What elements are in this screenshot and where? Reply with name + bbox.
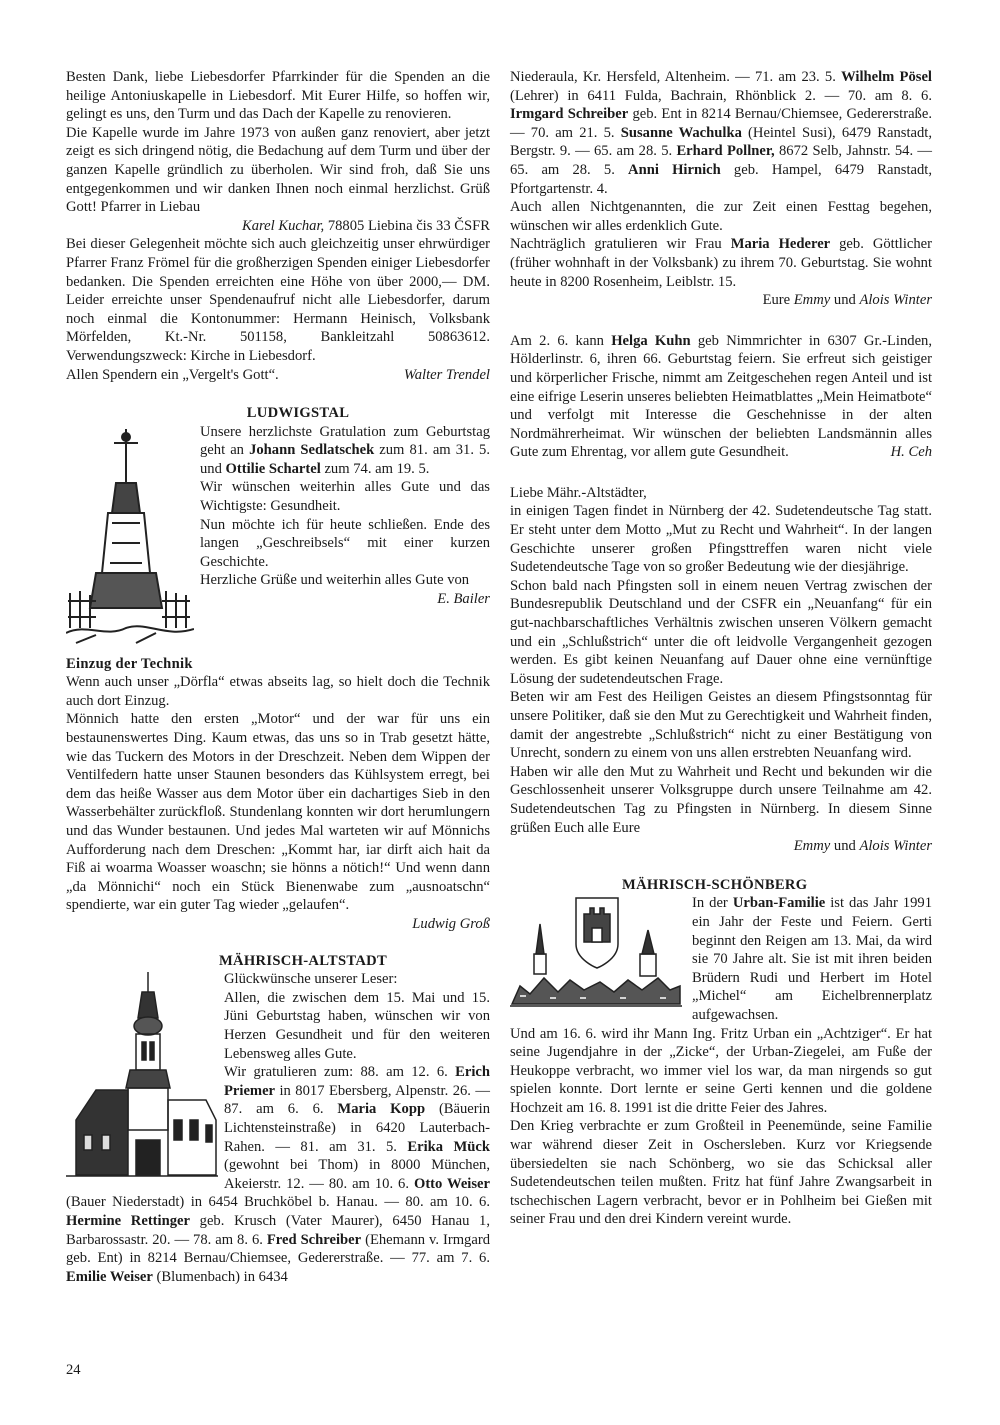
right-column xyxy=(510,68,932,1229)
altstadt-p-wishes: Auch allen Nichtgenannten, die zur Zeit einen Festtag begehen, wünschen wir alles erdenklich Gute. xyxy=(510,199,932,234)
name: Urban-Familie xyxy=(732,895,826,912)
kuhn-paragraph xyxy=(510,332,932,462)
church-tower-icon xyxy=(66,970,218,1180)
name: Anni Hirnich xyxy=(628,161,721,178)
text: und xyxy=(830,838,860,855)
text: geb. Ent in 8214 Bernau/Chiemsee, Gedererstraße. — 70. am 21. 5. xyxy=(510,106,932,141)
name-schartel: Ottilie Schartel xyxy=(225,460,321,477)
text: Wir gratulieren zum: 88. am 12. 6. xyxy=(224,1064,456,1081)
text: Nachträglich gratulieren wir Frau xyxy=(510,236,731,253)
name: Maria Hederer xyxy=(730,236,831,253)
liebesdorf-closing xyxy=(66,366,490,385)
letter-signature xyxy=(510,837,932,856)
altstadt-p2: Allen, die zwischen dem 15. Mai und 15. Jüni Geburtstag haben, wünschen wir von Herzen Gesundheit und für den weiteren Lebensweg alles Gute. xyxy=(224,989,490,1062)
signature-name: Karel Kuchar, xyxy=(242,217,325,234)
name: Erich Priemer xyxy=(224,1064,490,1099)
text: und xyxy=(830,292,860,309)
name-sedlatschek: Johann Sedlatschek xyxy=(249,442,375,459)
text: in 8017 Ebersberg, Alpenstr. 26. — 87. am 6. 6. xyxy=(224,1082,490,1118)
name: Alois Winter xyxy=(859,292,932,309)
name: Emmy xyxy=(793,838,831,855)
name: Susanne Wachulka xyxy=(620,124,742,141)
text: (gewohnt bei Thom) in 8000 München, Akeierstr. 12. — 80. am 10. 6. xyxy=(224,1157,490,1192)
text: geb. Göttlicher (früher wohnhaft in der Volksbank) zu ihrem 70. Geburtstag. Sie wohnt heute in 8200 Rosenheim, Leiblstr. 15. xyxy=(510,236,932,290)
liebesdorf-p4: Allen Spendern ein „Vergelt's Gott“. xyxy=(66,366,279,383)
name: Erika Mück xyxy=(407,1138,490,1155)
crucifix-monument-icon xyxy=(66,423,194,649)
page-number: 24 xyxy=(66,1362,81,1378)
text: geb. Hampel, 6479 Ranstadt, Pfortgartenstr. 4. xyxy=(510,161,932,197)
liebesdorf-signature-2: Walter Trendel xyxy=(403,366,490,383)
letter-p4: Haben wir alle den Mut zu Wahrheit und Recht und bekunden wir die Geschlossenheit unserer Volksgruppe durch unsere Teilnahme am 42. Sudetendeutschen Tag zu Pfingsten in Nürnberg. In diesem Sinne grüßen Euch alle Eure xyxy=(510,763,932,836)
text: Am 2. 6. kann xyxy=(510,332,612,349)
altstadt-p1: Glückwünsche unserer Leser: xyxy=(224,971,398,988)
kuhn-signature: H. Ceh xyxy=(890,444,932,461)
text: (Bäuerin Lichtensteinstraße) in 6420 Lauterbach-Rahen. — 81. am 31. 5. xyxy=(224,1101,490,1155)
name: Fred Schreiber xyxy=(266,1231,362,1248)
letter-greeting: Liebe Mähr.-Altstädter, xyxy=(510,484,647,501)
text: zum 74. am 19. 5. xyxy=(320,460,430,477)
name: Hermine Rettinger xyxy=(66,1212,190,1229)
technik-heading: Einzug der Technik xyxy=(66,655,193,672)
signature-address: 78805 Liebina čis 33 ČSFR xyxy=(324,217,490,234)
text: (Ehemann v. Irmgard geb. Ent) in 8214 Bernau/Chiemsee, Gedererstraße. — 77. am 7. 6. xyxy=(66,1231,490,1267)
text: In der xyxy=(692,895,733,912)
ludwigstal-p3: Nun möchte ich für heute schließen. Ende des langen „Geschreibsels“ mit einer kurzen Geschichte. xyxy=(200,516,490,570)
schoenberg-p3: Den Krieg verbrachte er zum Großteil in Peenemünde, seine Familie war während dieser Zeit in Oschersleben. Kurz vor Kriegsende übersiedelten sie nach Schönberg, wo sie das Schicksal aller Sudetendeutschen teilen mußten. Fritz hat fünf Jahre Zwangsarbeit in tschechischen Lagern verbracht, bevor er in Pohlheim bei Gießen mit seiner Frau und den drei Kindern vereint wurde. xyxy=(510,1118,932,1228)
text: Eure xyxy=(762,292,794,309)
technik-signature: Ludwig Groß xyxy=(412,916,490,932)
name: Wilhelm Pösel xyxy=(841,69,932,85)
technik-p2: Mönnich hatte den ersten „Motor“ und der war für uns ein bestaunenswertes Ding. Kaum etwas, das uns so in Trab gesetzt hätte, wie das Tuckern des Motors in der Dreschzeit. Neben dem Wippen der Ventilfedern hatte unser Staunen besonders das Kühlsystem erregt, bei dem das heiße Wasser aus dem Motor über ein dachartiges Sieb in den Wasserbehälter zurückfloß. Stundenlang konnten wir dort herumlungern und das Wunder bestaunen. Und jedes Mal warteten wir auf Mönnichs Aufforderung nach dem Dreschen: „Kommt har, iar dirft aich hait da Fiß ai woarma Woasser woaschn; sie hönns a nötich!“ Und wenn dann „da Mönnichi“ noch ein Stück Bienenwabe zum „ausnoatschn“ spendierte, war ein guter Tag wieder „gelaufen“. xyxy=(66,711,490,914)
liebesdorf-signature-1 xyxy=(66,217,490,236)
ludwigstal-section xyxy=(66,423,490,649)
ludwigstal-p2: Wir wünschen weiterhin alles Gute und das Wichtigste: Gesundheit. xyxy=(200,479,490,515)
liebesdorf-p1: Besten Dank, liebe Liebesdorfer Pfarrkinder für die Spenden an die heilige Antoniuskapelle in Liebesdorf. Mit Eurer Hilfe, so hoffen wir, gelingt es uns, den Turm und das Dach der Kapelle zu renovieren. xyxy=(66,69,490,123)
ludwigstal-heading: LUDWIGSTAL xyxy=(246,405,350,422)
schoenberg-illustration xyxy=(510,894,682,1012)
name: Maria Kopp xyxy=(337,1101,426,1118)
schoenberg-section xyxy=(510,894,932,1229)
altstadt-heading: MÄHRISCH-ALTSTADT xyxy=(218,952,388,969)
altstadt-section xyxy=(66,970,490,1286)
name: Emilie Weiser xyxy=(66,1268,153,1285)
letter-p1: in einigen Tagen findet in Nürnberg der 42. Sudetendeutsche Tag statt. Er steht unter dem Motto „Mut zu Recht und Wahrheit“. In der langen Geschichte unserer großen Pfingsttreffen waren nicht viele Sudetendeutsche Tage von so großer Bedeutung wie der diesjährige. xyxy=(510,503,932,576)
text: Niederaula, Kr. Hersfeld, Altenheim. — 71. am 23. 5. xyxy=(510,69,842,85)
text: Unsere herzlichste Gratulation zum Geburtstag geht an xyxy=(200,423,490,459)
left-column xyxy=(66,68,490,1286)
town-coat-of-arms-icon xyxy=(510,894,682,1012)
ludwigstal-illustration xyxy=(66,423,194,649)
text: geb Nimmrichter in 6307 Gr.-Linden, Hölderlinstr. 6, ihren 66. Geburtstag feiern. Sie erfreut sich geistiger und körperlicher Frische, nimmt am Zeitgeschehen regen Anteil und ist eine eifrige Leserin unseres beliebten Heimatblattes „Mein Heimatbote“ und verfolgt mit Interesse die Geschehnisse in der alten Nordmährerheimat. Wir wünschen der beliebten Landsmännin alles Gute zum Ehrentag, vor allem gute Gesundheit. xyxy=(510,332,932,461)
name: Alois Winter xyxy=(859,838,932,855)
name: Erhard Pollner, xyxy=(676,143,775,160)
name: Helga Kuhn xyxy=(611,332,691,349)
text: (Lehrer) in 6411 Fulda, Bachrain, Rhönblick 2. — 70. am 8. 6. xyxy=(510,87,932,104)
name: Otto Weiser xyxy=(413,1175,490,1192)
altstadt-p-hederer xyxy=(510,235,932,291)
ludwigstal-signature: E. Bailer xyxy=(437,591,490,608)
technik-p1: Wenn auch unser „Dörfla“ etwas abseits lag, so hielt doch die Technik auch dort Einzug. xyxy=(66,674,490,709)
schoenberg-p2: Und am 16. 6. wird ihr Mann Ing. Fritz Urban ein „Achtziger“. Er hat seine Jugendjahre in der „Zicke“, der Urban-Ziegelei, am Fuße der Heukoppe verbracht, wo immer viel los war, da man nirgends so gut spielen konnte. Dort lernte er seine Gerti kennen und die goldene Hochzeit am 16. 8. 1991 ist die dritte Feier des Jahres. xyxy=(510,1025,932,1116)
liebesdorf-p3: Bei dieser Gelegenheit möchte sich auch gleichzeitig unser ehrwürdiger Pfarrer Franz Frömel für die großherzigen Spenden einiger Liebesdorfer bedanken. Die Spenden erreichten eine Höhe von über 2000,— DM. Leider erreichte unser Spendenaufruf nicht alle Liebesdorfer, darum noch einmal die Kontonummer: Hermann Heinisch, Volksbank Mörfelden, Kt.-Nr. 501158, Bankleitzahl 50863612. Verwendungszweck: Kirche in Liebesdorf. xyxy=(66,236,490,364)
letter-p2: Schon bald nach Pfingsten soll in einem neuen Vertrag zwischen der Bundesrepublik Deutschland und der CSFR ein „Neuanfang“ für ein gut-nachbarschaftliches Verhältnis zwischen unseren Völkern gemacht und ein „Schlußstrich“ unter die oft leidvolle Vergangenheit gezogen werden. Es gibt keinen Neuanfang auf Dauer ohne eine vernünftige Lösung der sudetendeutschen Frage. xyxy=(510,577,932,687)
text: Herzliche Grüße und weiterhin alles Gute von xyxy=(200,572,470,589)
altstadt-signature xyxy=(510,291,932,310)
text: (Heintel Susi), 6479 Ranstadt, Bergstr. 9. — 65. am 28. 5. xyxy=(510,124,932,160)
text: (Bauer Niederstadt) in 6454 Bruchköbel b. Hanau. — 80. am 10. 6. xyxy=(66,1194,490,1211)
text: geb. Krusch (Vater Maurer), 6450 Hanau 1, Barbarossastr. 20. — 78. am 8. 6. xyxy=(66,1212,491,1248)
text: 8672 Selb, Jahnstr. 54. — 65. am 28. 5. xyxy=(510,143,932,178)
text: ist das Jahr 1991 ein Jahr der Feste und Feiern. Gerti beginnt den Reigen am 13. Mai, da wird sie 70 Jahre alt. Sie ist mit ihren beiden Brüdern Rudi und Herbert im Hotel „Michel“ am Eichelbrennerplatz aufgewachsen. xyxy=(692,895,932,1023)
letter-p3: Beten wir am Fest des Heiligen Geistes an diesem Pfingstsonntag für unsere Politiker, daß sie den Mut zu Gerechtigkeit und Wahrheit finden, damit der angestrebte „Schlußstrich“ nicht zu einer Bestätigung von Unrecht, sondern zu einem von uns allen erstrebten Neuanfang wird. xyxy=(510,689,932,762)
schoenberg-heading: MÄHRISCH-SCHÖNBERG xyxy=(622,876,808,893)
name: Emmy xyxy=(793,292,831,309)
text: zum 81. am 31. 5. und xyxy=(200,442,490,477)
altstadt-continued xyxy=(510,68,932,198)
text: (Blumenbach) in 6434 xyxy=(152,1268,288,1285)
name: Irmgard Schreiber xyxy=(510,106,629,123)
altstadt-illustration xyxy=(66,970,218,1180)
liebesdorf-p2: Die Kapelle wurde im Jahre 1973 von außen ganz renoviert, aber jetzt zeigt es sich dringend nötig, die Bedachung auf dem Turm und über der ganzen Kapelle gründlich zu überholen. Wir sind froh, daß Sie uns entgegenkommen und wir danken Ihnen noch einmal herzlichst. Grüß Gott! Pfarrer in Liebau xyxy=(66,124,490,216)
